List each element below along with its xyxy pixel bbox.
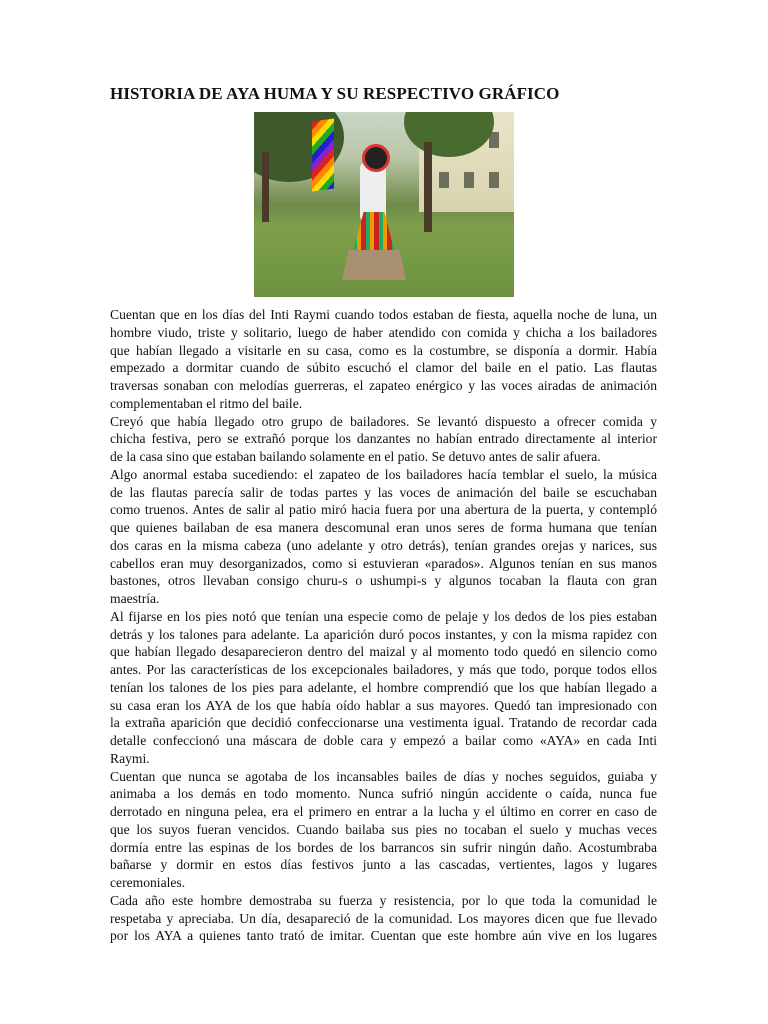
paragraph <box>110 413 657 466</box>
text-line: como truenos. Antes de salir al patio miró hacia fuera por una abertura de la puerta, y contempló <box>110 502 657 518</box>
wiphala-flag <box>312 118 334 191</box>
text-line: respetaba y apreciaba. Un día, desapareció de la comunidad. Los mayores dicen que fue llevado <box>110 910 657 926</box>
text-line: que habían llegado a visitarle en su casa, como es la costumbre, se disponía a dormir. Había <box>110 342 657 358</box>
paragraph <box>110 306 657 413</box>
text-line: dos caras en la misma cabeza (uno adelante y otro detrás), tenían grandes orejas y narices, sus <box>110 537 657 553</box>
paragraph <box>110 892 657 945</box>
text-line: maestría. <box>110 591 160 606</box>
text-line: Al fijarse en los pies notó que tenían una especie como de pelaje y los dedos de los pies estaban <box>110 608 657 624</box>
text-line: cabellos eran muy desorganizados, como si estuvieran «parados». Algunos tenían en sus manos <box>110 555 657 571</box>
text-line: hombre viudo, triste y solitario, luego de haber atendido con comida y chicha a los bailadores <box>110 324 657 340</box>
text-line: Cuentan que nunca se agotaba de los incansables bailes de días y noches seguidos, guiaba y <box>110 768 657 784</box>
text-line: su casa eran los AYA de los que había oído hablar a sus mayores. Quedó tan impresionado con <box>110 697 657 713</box>
paragraph <box>110 768 657 892</box>
text-line: Raymi. <box>110 750 150 766</box>
text-line: la extraña aparición que decidió confeccionarse una vestimenta igual. Tratando de recordar cada <box>110 715 657 731</box>
text-line: dormía entre las espinas de los bordes de los barrancos sin sufrir ningún daño. Acostumbraba <box>110 839 657 855</box>
text-line: que los suyos fueran vencidos. Cuando bailaba sus pies no tocaban el suelo y muchas veces <box>110 821 657 837</box>
text-line: ceremoniales. <box>110 875 186 890</box>
text-line: Cuentan que en los días del Inti Raymi cuando todos estaban de fiesta, aquella noche de luna, un <box>110 307 657 322</box>
text-line: Cada año este hombre demostraba su fuerza y resistencia, por lo que toda la comunidad le <box>110 892 657 908</box>
text-line: traversas sonaban con melodías guerreras, el zapateo enérgico y las voces airadas de animación <box>110 378 657 393</box>
text-line: Algo anormal estaba sucediendo: el zapateo de los bailadores hacía temblar el suelo, la música <box>110 466 657 482</box>
document-title: HISTORIA DE AYA HUMA Y SU RESPECTIVO GRÁFICO <box>110 84 560 103</box>
document-body <box>110 306 657 945</box>
tree-trunk <box>424 142 432 232</box>
text-line: que quienes bailaban de esa manera descomunal eran unos seres de forma humana que tenían <box>110 520 657 535</box>
text-line: empezado a dormitar cuando de súbito escuchó el clamor del baile en el patio. Las flautas <box>110 360 657 376</box>
text-line: detalle confeccionó una máscara de doble cara y empezó a bailar como «AYA» en cada Inti <box>110 733 657 748</box>
aya-huma-dancer-photo <box>254 112 514 297</box>
text-line: tenían los talones de los pies para adelante, el hombre comprendió que los que habían llegado a <box>110 679 657 695</box>
text-line: que habían llegado desaparecieron dentro del maizal y al momento todo quedó en silencio como <box>110 644 657 660</box>
paragraph <box>110 608 657 768</box>
dancer-figure <box>342 132 402 282</box>
text-line: bastones, otros llevaban consigo churu-s o ushumpi-s y algunos tocaban la flauta con gran <box>110 573 657 589</box>
text-line: bañarse y dormir en estos días festivos junto a las cascadas, vertientes, lagos y lugares <box>110 857 657 873</box>
paragraph <box>110 466 657 608</box>
text-line: derrotado en ninguna pelea, era el primero en entrar a la lucha y el último en correr en caso de <box>110 804 657 819</box>
text-line: por los AYA a quienes tanto trató de imitar. Cuentan que este hombre aún vive en los lugares <box>110 928 657 944</box>
text-line: de la casa sino que estaban bailando solamente en el patio. Se detuvo antes de salir afuera. <box>110 449 601 464</box>
text-line: antes. Por las características de los excepcionales bailadores, y más que todo, porque todos ellos <box>110 662 657 677</box>
text-line: complementaban el ritmo del baile. <box>110 395 303 411</box>
text-line: chicha festiva, pero se extrañó porque los danzantes no habían entrado directamente al interior <box>110 431 657 447</box>
text-line: detrás y los talones para adelante. La aparición duró pocos instantes, y con la misma rapidez con <box>110 626 657 642</box>
tree-trunk <box>262 152 269 222</box>
text-line: de las flautas parecía salir de todas partes y las voces de animación del baile se escuchaban <box>110 484 657 500</box>
text-line: Creyó que había llegado otro grupo de bailadores. Se levantó dispuesto a ofrecer comida y <box>110 413 657 429</box>
text-line: animaba a los demás en todo momento. Nunca sufrió ningún accidente o caída, nunca fue <box>110 786 657 802</box>
